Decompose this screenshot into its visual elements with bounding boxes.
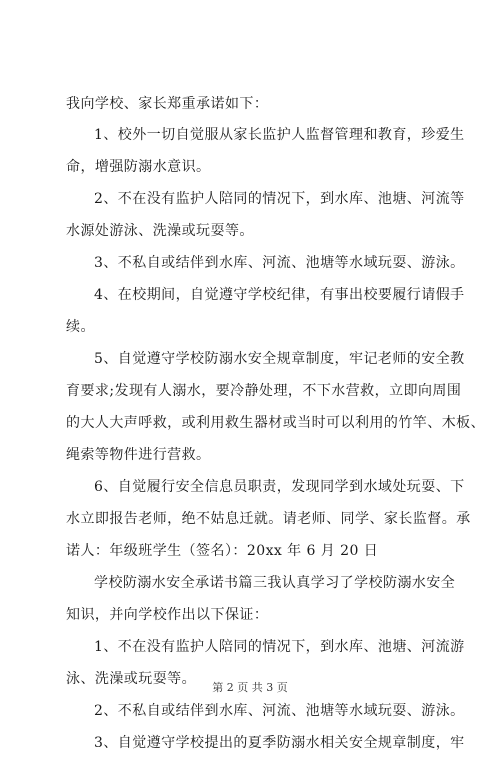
text-line: 4、在校期间，自觉遵守学校纪律，有事出校要履行请假手: [94, 287, 465, 303]
text-line: 6、自觉履行安全信息员职责，发现同学到水域处玩耍、下: [94, 479, 465, 495]
text-line: 2、不私自或结伴到水库、河流、池塘等水域玩耍、游泳。: [94, 703, 465, 719]
text-line: 命，增强防溺水意识。: [66, 159, 211, 175]
text-line: 1、校外一切自觉服从家长监护人监督管理和教育，珍爱生: [94, 127, 465, 143]
text-line: 1、不在没有监护人陪同的情况下，到水库、池塘、河流游: [94, 639, 465, 655]
text-line: 3、不私自或结伴到水库、河流、池塘等水域玩耍、游泳。: [94, 255, 465, 271]
text-line: 的大人大声呼救，或利用救生器材或当时可以利用的竹竿、木板、: [66, 415, 486, 431]
text-line: 泳、洗澡或玩耍等。: [66, 671, 197, 687]
text-line: 学校防溺水安全承诺书篇三我认真学习了学校防溺水安全: [94, 575, 456, 591]
text-line: 诺人：年级班学生（签名）：20xx 年 6 月 20 日: [66, 543, 379, 559]
text-line: 我向学校、家长郑重承诺如下：: [66, 96, 269, 112]
text-line: 育要求;发现有人溺水，要冷静处理，不下水营救，立即向周围: [66, 383, 462, 399]
text-line: 绳索等物件进行营救。: [66, 447, 211, 463]
document-body: [66, 88, 486, 759]
text-line: 5、自觉遵守学校防溺水安全规章制度，牢记老师的安全教: [94, 351, 465, 367]
text-line: 知识，并向学校作出以下保证：: [66, 607, 269, 623]
text-line: 水立即报告老师，绝不姑息迁就。请老师、同学、家长监督。承: [66, 511, 471, 527]
text-line: 水源处游泳、洗澡或玩耍等。: [66, 223, 254, 239]
page-footer: 第 2 页 共 3 页: [212, 681, 288, 694]
text-line: 3、自觉遵守学校提出的夏季防溺水相关安全规章制度，牢: [94, 735, 465, 751]
text-line: 2、不在没有监护人陪同的情况下，到水库、池塘、河流等: [94, 191, 465, 207]
text-line: 续。: [66, 319, 95, 335]
